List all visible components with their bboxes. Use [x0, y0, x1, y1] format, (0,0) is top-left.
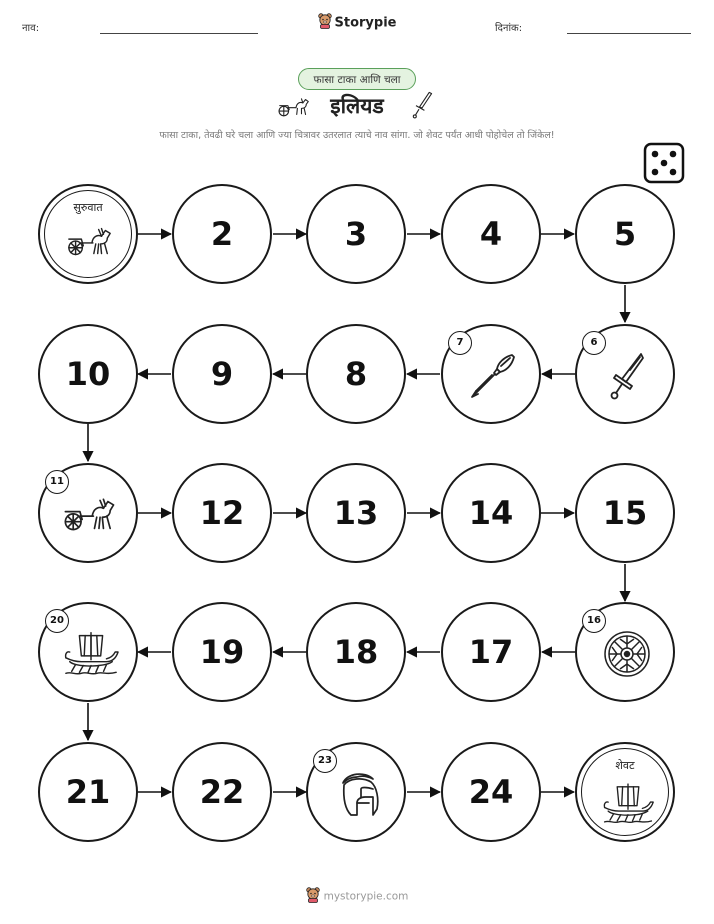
- cell-number: 24: [468, 773, 514, 811]
- cell-number: 17: [468, 633, 514, 671]
- chariot-icon: [66, 226, 114, 258]
- name-label: नाव:: [22, 23, 40, 34]
- board-cell-13[interactable]: [306, 463, 406, 563]
- board-cell-21[interactable]: [38, 742, 138, 842]
- shield-icon: [602, 629, 652, 679]
- ship-icon: [601, 780, 655, 826]
- board-cell-19[interactable]: [172, 602, 272, 702]
- board-cell-17[interactable]: [441, 602, 541, 702]
- instructions: फासा टाका, तेवढी घरे चला आणि ज्या चित्रावर उतरलात त्याचे नाव सांगा. जो शेवट पर्यंत आधी पोहोचेल तो जिंकेल!: [159, 130, 555, 141]
- cell-number: 3: [344, 215, 368, 253]
- board-cell-10[interactable]: [38, 324, 138, 424]
- ship-icon: [62, 628, 120, 678]
- board-cell-24[interactable]: [441, 742, 541, 842]
- board-cell-14[interactable]: [441, 463, 541, 563]
- footer-site[interactable]: mystorypie.com: [323, 890, 409, 903]
- brand-name: Storypie: [334, 15, 397, 31]
- board-cell-15[interactable]: [575, 463, 675, 563]
- cell-number: 5: [613, 215, 637, 253]
- title-text: इलियड: [330, 94, 384, 118]
- bear-mascot-icon: [306, 887, 320, 906]
- chariot-icon: [62, 497, 118, 533]
- spear-icon: [468, 351, 518, 401]
- footer: [0, 887, 714, 906]
- board-cell-9[interactable]: [172, 324, 272, 424]
- cell-number: 14: [468, 494, 514, 532]
- cell-badge-11: 11: [45, 470, 69, 494]
- date-label: दिनांक:: [495, 23, 523, 34]
- cell-number: 19: [199, 633, 245, 671]
- board-cell-4[interactable]: [441, 184, 541, 284]
- cell-number: 12: [199, 494, 245, 532]
- cell-number: 10: [65, 355, 111, 393]
- end-cell[interactable]: [575, 742, 675, 842]
- board-cell-5[interactable]: [575, 184, 675, 284]
- board-cell-2[interactable]: [172, 184, 272, 284]
- cell-badge-20: 20: [45, 609, 69, 633]
- start-label: सुरुवात: [73, 201, 103, 214]
- cell-number: 18: [333, 633, 379, 671]
- board-cell-3[interactable]: [306, 184, 406, 284]
- board-cell-22[interactable]: [172, 742, 272, 842]
- cell-number: 8: [344, 355, 368, 393]
- cell-badge-23: 23: [313, 749, 337, 773]
- cell-badge-16: 16: [582, 609, 606, 633]
- start-cell[interactable]: [38, 184, 138, 284]
- cell-number: 13: [333, 494, 379, 532]
- cell-number: 21: [65, 773, 111, 811]
- board-cell-8[interactable]: [306, 324, 406, 424]
- sword-icon: [602, 351, 652, 401]
- cell-number: 9: [210, 355, 234, 393]
- cell-number: 2: [210, 215, 234, 253]
- helmet-icon: [333, 769, 383, 819]
- cell-number: 15: [602, 494, 648, 532]
- cell-number: 4: [479, 215, 503, 253]
- board-cell-12[interactable]: [172, 463, 272, 563]
- end-label: शेवट: [615, 759, 635, 772]
- subtitle-pill: फासा टाका आणि चला: [298, 68, 416, 90]
- cell-number: 22: [199, 773, 245, 811]
- board-cell-18[interactable]: [306, 602, 406, 702]
- cell-badge-7: 7: [448, 331, 472, 355]
- cell-badge-6: 6: [582, 331, 606, 355]
